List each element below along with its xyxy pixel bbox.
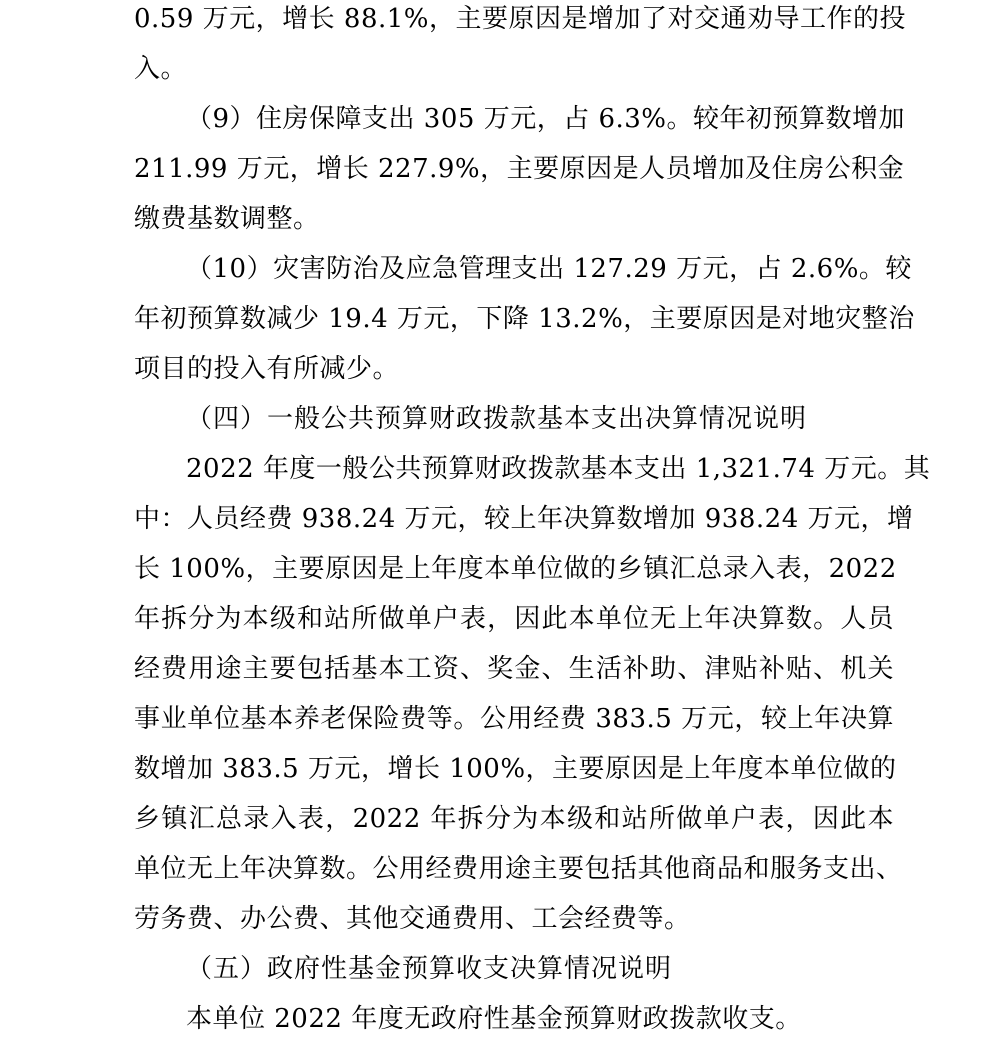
text-line: 事业单位基本养老保险费等。公用经费 383.5 万元，较上年决算: [134, 704, 894, 734]
paragraph-basic-expenditure: 2022 年度一般公共预算财政拨款基本支出 1,321.74 万元。其: [186, 454, 931, 484]
text-line: 0.59 万元，增长 88.1%，主要原因是增加了对交通劝导工作的投: [134, 4, 907, 34]
text-line: 单位无上年决算数。公用经费用途主要包括其他商品和服务支出、: [134, 854, 903, 884]
text-line: 211.99 万元，增长 227.9%，主要原因是人员增加及住房公积金: [134, 154, 905, 184]
text-line: 经费用途主要包括基本工资、奖金、生活补助、津贴补贴、机关: [134, 654, 894, 684]
text-line: 劳务费、办公费、其他交通费用、工会经费等。: [134, 904, 691, 934]
section-heading-4: （四）一般公共预算财政拨款基本支出决算情况说明: [186, 404, 808, 434]
paragraph-government-fund: 本单位 2022 年度无政府性基金预算财政拨款收支。: [186, 1004, 802, 1034]
paragraph-item-10: （10）灾害防治及应急管理支出 127.29 万元，占 2.6%。较: [186, 254, 912, 284]
paragraph-item-9: （9）住房保障支出 305 万元，占 6.3%。较年初预算数增加: [186, 104, 906, 134]
text-line: 中：人员经费 938.24 万元，较上年决算数增加 938.24 万元，增: [134, 504, 914, 534]
section-heading-5: （五）政府性基金预算收支决算情况说明: [186, 954, 673, 984]
text-line: 项目的投入有所减少。: [134, 354, 400, 384]
text-line: 长 100%，主要原因是上年度本单位做的乡镇汇总录入表，2022: [134, 554, 897, 584]
text-line: 缴费基数调整。: [134, 204, 320, 234]
text-line: 乡镇汇总录入表，2022 年拆分为本级和站所做单户表，因此本: [134, 804, 894, 834]
text-line: 年拆分为本级和站所做单户表，因此本单位无上年决算数。人员: [134, 604, 894, 634]
text-line: 入。: [134, 54, 188, 84]
text-line: 数增加 383.5 万元，增长 100%，主要原因是上年度本单位做的: [134, 754, 897, 784]
text-line: 年初预算数减少 19.4 万元，下降 13.2%，主要原因是对地灾整治: [134, 304, 915, 334]
